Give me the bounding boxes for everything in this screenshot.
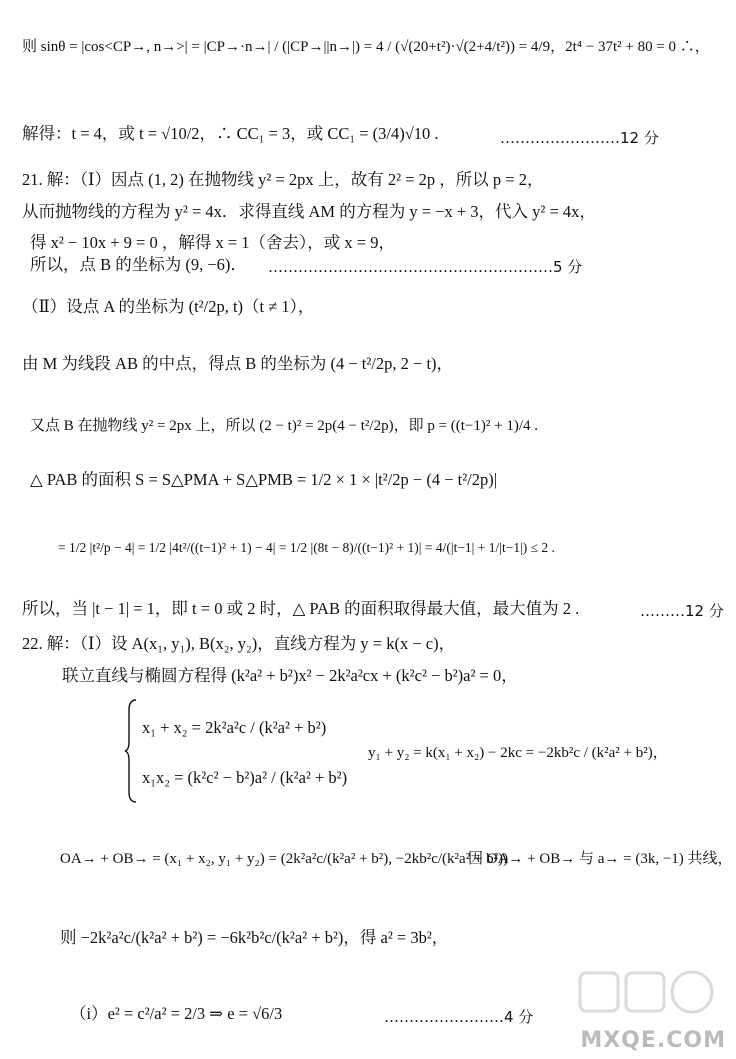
p21-part2-line-1: （Ⅱ）设点 A 的坐标为 (t²/2p, t)（t ≠ 1）， <box>22 297 315 316</box>
p22-vector-sum: OA→ + OB→ = (x₁ + x₂, y₁ + y₂) = (2k²a²c/(k²a² + b²), −2kb²c/(k²a² + b²)) <box>60 851 509 867</box>
p21-area-line-1: △ PAB 的面积 S = S△PMA + S△PMB = 1/2 × 1 × |t²/2p − (4 − t²/2p)| <box>30 470 498 489</box>
p22-collinear: 因 OA→ + OB→ 与 a→ = (3k, −1) 共线， <box>468 851 733 867</box>
score-4: ……………………4 分 <box>384 1008 534 1026</box>
p21-line-3: 得 x² − 10x + 9 = 0 ，解得 x = 1（舍去），或 x = 9， <box>30 233 395 252</box>
line-solution-t: 解得：t = 4，或 t = √10/2，∴ CC₁ = 3，或 CC₁ = (3/4)√10 . <box>22 124 439 143</box>
p22-eccentricity: （i）e² = c²/a² = 2/3 ⇒ e = √6/3 <box>70 1004 283 1023</box>
p21-line-2: 从而抛物线的方程为 y² = 4x．求得直线 AM 的方程为 y = −x + 3，代入 y² = 4x， <box>22 202 596 221</box>
system-brace <box>124 698 138 804</box>
p21-part2-line-2: 由 M 为线段 AB 的中点，得点 B 的坐标为 (4 − t²/2p, 2 − t)， <box>22 354 454 373</box>
p22-line-1: 22. 解：（Ⅰ）设 A(x₁, y₁), B(x₂, y₂)，直线方程为 y = k(x − c)， <box>22 634 456 653</box>
p22-ratio: 则 −2k²a²c/(k²a² + b²) = −6k²b²c/(k²a² + b²)，得 a² = 3b²， <box>60 928 449 947</box>
p21-conclusion: 所以，当 |t − 1| = 1，即 t = 0 或 2 时，△ PAB 的面积取得最大值，最大值为 2 . <box>22 599 580 618</box>
p21-part2-line-3: 又点 B 在抛物线 y² = 2px 上，所以 (2 − t)² = 2p(4 − t²/2p)，即 p = ((t−1)² + 1)/4 . <box>30 418 539 434</box>
watermark-text: MXQE.COM <box>580 1028 726 1053</box>
p21-line-1: 21. 解：（Ⅰ）因点 (1, 2) 在抛物线 y² = 2px 上，故有 2² = 2p ，所以 p = 2， <box>22 170 544 189</box>
line-sin-theta: 则 sinθ = |cos<CP→, n→>| = |CP→·n→| / (|CP→||n→|) = 4 / (√(20+t²)·√(2+4/t²)) = 4/9，2t⁴ − 37t² + 80 = 0 ∴， <box>22 39 710 55</box>
score-12-second: ………12 分 <box>640 602 724 620</box>
p22-system-eq-2: x₁x₂ = (k²c² − b²)a² / (k²a² + b²) <box>142 768 348 787</box>
p21-line-4: 所以，点 B 的坐标为 (9, −6)． <box>30 255 247 274</box>
p22-line-2: 联立直线与椭圆方程得 (k²a² + b²)x² − 2k²a²cx + (k²c² − b²)a² = 0， <box>62 666 518 685</box>
p22-y-sum: y₁ + y₂ = k(x₁ + x₂) − 2kc = −2kb²c / (k²a² + b²)， <box>368 745 668 761</box>
p21-area-line-2: = 1/2 |t²/p − 4| = 1/2 |4t²/((t−1)² + 1) − 4| = 1/2 |(8t − 8)/((t−1)² + 1)| = 4/(|t−1| + 1/|t−1|) ≤ 2 . <box>58 540 555 555</box>
p22-system-eq-1: x₁ + x₂ = 2k²a²c / (k²a² + b²) <box>142 718 327 737</box>
score-12-first: ……………………12 分 <box>500 129 659 147</box>
score-5: …………………………………………………5 分 <box>268 258 583 276</box>
